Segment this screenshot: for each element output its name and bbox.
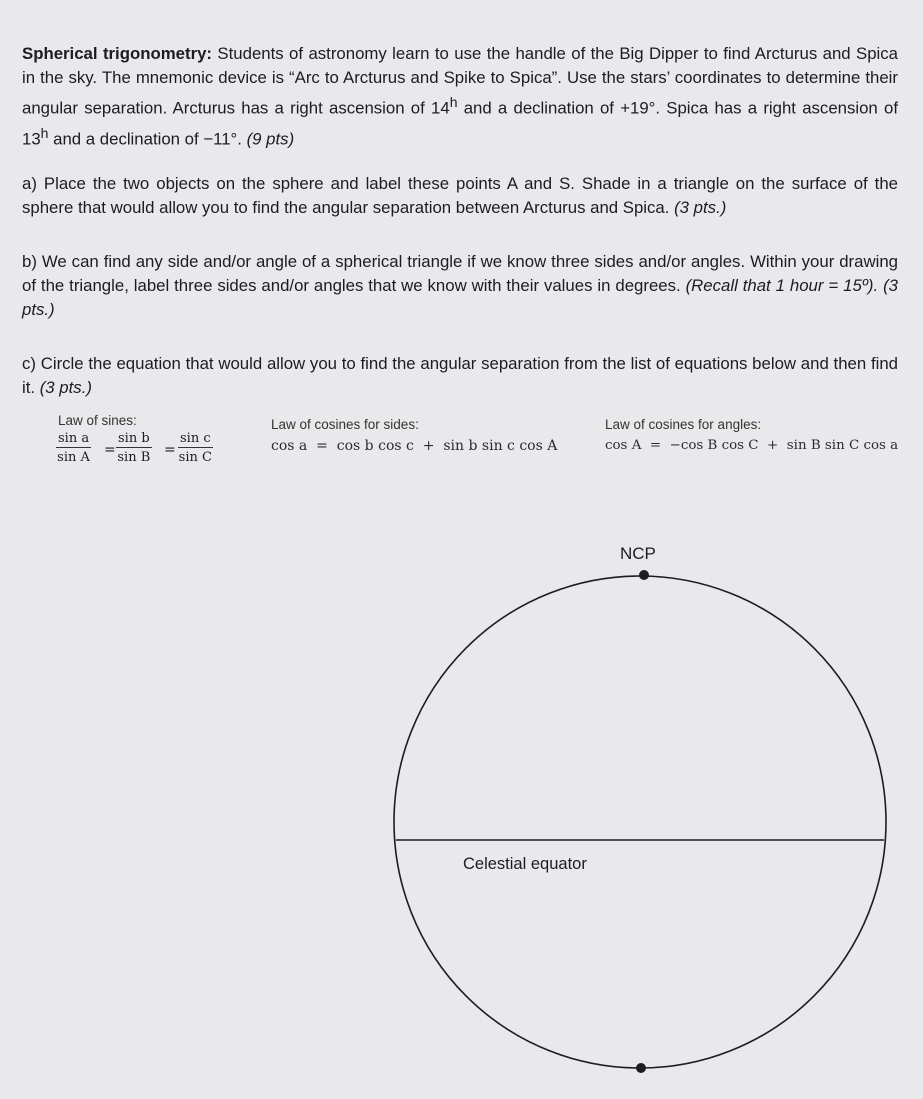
part-a-points: (3 pts.): [674, 198, 727, 217]
ra-unit-1: h: [449, 94, 458, 110]
law-of-cosines-angles-equation: cos A = −cos B cos C + sin B sin C cos a: [605, 438, 899, 453]
intro-text: Students of astronomy learn to use the handle of the Big Dipper to find Arcturus and Spica in the sky. The mnemonic device is “Arc to Arcturus and Spike to Spica”. Use the stars’ coordinates to determine their angular separation. Arcturus has a right ascension of 14: [22, 44, 898, 118]
sines-den-a: sin A: [57, 450, 90, 465]
intro-text-3: and a declination of −11°.: [48, 129, 247, 149]
law-of-cosines-sides-label: Law of cosines for sides:: [271, 417, 419, 432]
part-b-text: b) We can find any side and/or angle of a spherical triangle if we know three sides and/or angles. Within your drawing of the triangle, label three sides and/or angles that we know with their values in degrees.: [22, 252, 898, 295]
intro-text-2: and a declination of +19°. Spica has a right ascension of 13: [22, 98, 898, 149]
sines-num-c: sin c: [180, 431, 211, 446]
south-pole-point: [636, 1063, 646, 1073]
law-of-sines-label: Law of sines:: [58, 413, 137, 428]
sines-num-b: sin b: [118, 431, 150, 446]
intro-title: Spherical trigonometry:: [22, 44, 213, 63]
sphere-outline: [394, 576, 886, 1068]
part-c-points: (3 pts.): [39, 378, 92, 397]
sines-den-b: sin B: [117, 450, 151, 465]
law-of-cosines-angles-label: Law of cosines for angles:: [605, 417, 762, 432]
part-c-text: c) Circle the equation that would allow you to find the angular separation from the list of equations below and then find it.: [22, 354, 898, 397]
intro-points: (9 pts): [246, 129, 295, 149]
ra-unit-2: h: [40, 124, 49, 141]
ncp-point: [639, 570, 649, 580]
part-a-text: a) Place the two objects on the sphere and label these points A and S. Shade in a triangle on the surface of the sphere that would allow you to find the angular separation between Arcturus and Spica.: [22, 174, 898, 217]
equals-sign-1: =: [104, 442, 116, 458]
equals-sign-2: =: [164, 442, 176, 458]
law-of-cosines-sides-equation: cos a = cos b cos c + sin b sin c cos A: [271, 438, 558, 454]
sines-num-a: sin a: [58, 431, 90, 446]
celestial-equator-label: Celestial equator: [463, 855, 587, 873]
ncp-label: NCP: [620, 544, 656, 563]
sines-den-c: sin C: [178, 450, 212, 465]
part-b-recall: (Recall that 1 hour = 15º). (3 pts.): [22, 276, 898, 319]
